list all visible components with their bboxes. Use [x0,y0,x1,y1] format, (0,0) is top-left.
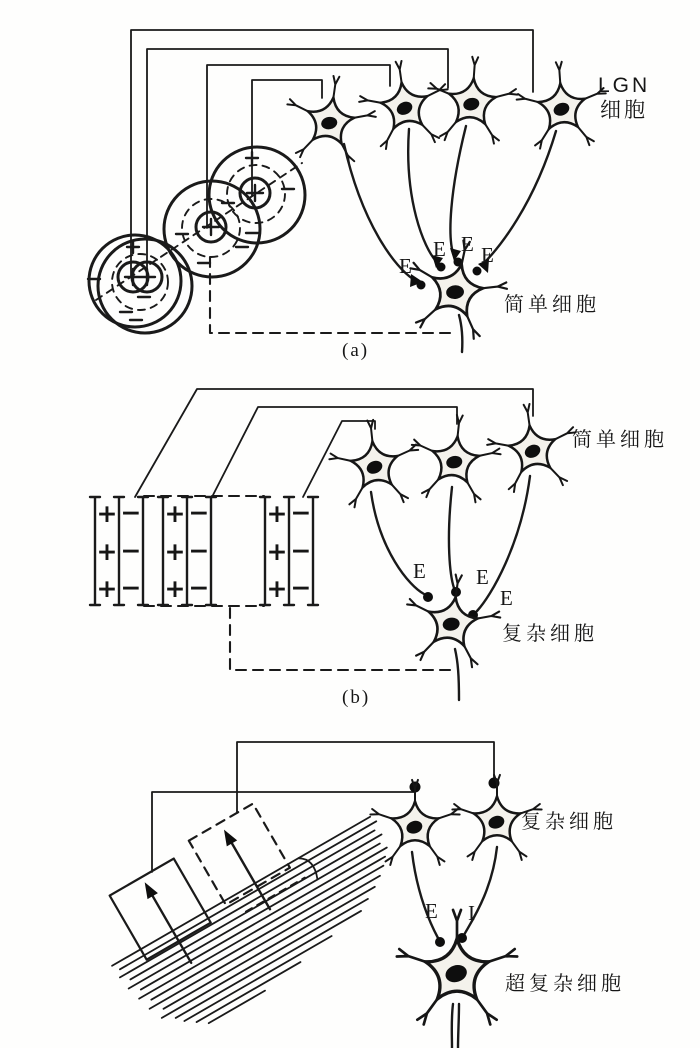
simple-cell-wiring-lines [135,389,533,497]
svg-text:−: − [120,573,142,602]
svg-text:+: + [96,537,118,566]
synapse-label-e: E [425,899,438,923]
moving-edge-stimulus [77,755,422,1048]
svg-text:−: − [290,573,312,602]
panel-c [77,742,625,1048]
complex-cell-label-c: 复杂细胞 [521,811,617,833]
svg-text:+: + [164,499,186,528]
svg-text:+: + [96,499,118,528]
svg-text:−: − [290,536,312,565]
lgn-cell-3 [425,54,520,145]
svg-text:−: − [120,498,142,527]
center-surround-receptive-fields [88,147,305,333]
complex-cell-axons [412,847,497,947]
motion-arrows [137,827,279,966]
lgn-cell-2 [354,55,454,152]
synapse-label-e: E [413,559,426,583]
svg-text:−: − [188,573,210,602]
synapse-label-e: E [481,243,494,267]
simple-cell-label-a: 简单细胞 [504,294,600,316]
svg-text:−: − [120,536,142,565]
svg-text:+: + [266,537,288,566]
svg-text:+: + [164,537,186,566]
rf-link-dashed-b [230,608,453,670]
synapse-label-i: I [468,901,475,925]
lgn-label-line1: LGN [598,74,651,97]
synapse-label-e: E [399,254,412,278]
panel-b-caption: (b) [342,687,371,708]
svg-text:−: − [188,498,210,527]
rf-plus-minus-marks [97,498,312,603]
synapse-label-e: E [476,565,489,589]
hypercomplex-cell-label: 超复杂细胞 [505,973,625,995]
complex-cell-wiring-lines [152,742,500,872]
panel-a-caption: (a) [342,340,370,361]
lgn-label-line2: 细胞 [600,99,648,122]
svg-text:+: + [96,574,118,603]
synapse-label-e: E [461,232,474,256]
panel-a [88,30,650,361]
lgn-cell-1 [280,70,380,167]
hypercomplex-cell [397,910,517,1048]
panel-b [90,389,668,708]
complex-cell-label-b: 复杂细胞 [502,623,598,645]
simple-cell-b2 [407,411,505,505]
svg-text:−: − [290,498,312,527]
svg-text:+: + [164,574,186,603]
bar-receptive-fields [90,496,318,606]
lgn-cell-4 [514,59,609,150]
simple-cell-label-b: 简单细胞 [572,429,668,451]
svg-text:−: − [188,536,210,565]
synapse-label-e: E [500,586,513,610]
svg-text:+: + [266,499,288,528]
svg-text:+: + [266,574,288,603]
lgn-axons [344,126,556,290]
hatched-edge-band [112,815,422,1048]
synapse-label-e: E [433,237,446,261]
